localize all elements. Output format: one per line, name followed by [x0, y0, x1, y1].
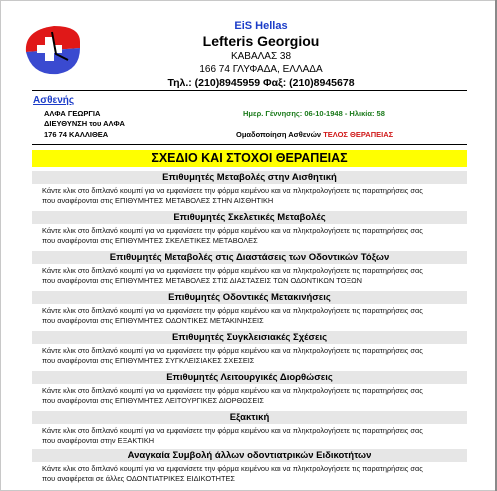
section-body[interactable]	[32, 462, 467, 484]
page-title: ΣΧΕΔΙΟ ΚΑΙ ΣΤΟΧΟΙ ΘΕΡΑΠΕΙΑΣ	[32, 150, 467, 167]
doctor-name: Lefteris Georgiou	[202, 33, 320, 49]
section-heading: Επιθυμητές Σκελετικές Μεταβολές	[32, 211, 467, 224]
section-body[interactable]	[32, 224, 467, 246]
section-text-line: Κάντε κλικ στο διπλανό κουμπί για να εμφανίσετε την φόρμα κειμένου και να πληκτρολογήσετε τις παρατηρήσεις σας	[42, 226, 423, 235]
patient-name: ΑΛΦΑ ΓΕΩΡΓΙΑ	[44, 109, 101, 118]
section-occlusal	[32, 331, 467, 366]
section-body[interactable]	[32, 384, 467, 406]
section-heading: Επιθυμητές Μεταβολές στις Διαστάσεις των Οδοντικών Τόξων	[32, 251, 467, 264]
section-aesthetics	[32, 171, 467, 206]
section-heading: Επιθυμητές Συγκλεισιακές Σχέσεις	[32, 331, 467, 344]
city-address: 166 74 ΓΛΥΦΑΔΑ, ΕΛΛΑΔΑ	[199, 64, 323, 75]
section-body[interactable]	[32, 424, 467, 446]
section-text-line: που αναφέρονται στην ΕΞΑΚΤΙΚΗ	[42, 436, 155, 445]
section-text-line: που αναφέρονται στις ΕΠΙΘΥΜΗΤΕΣ ΜΕΤΑΒΟΛΕΣ ΣΤΗΝ ΑΙΣΘΗΤΙΚΗ	[42, 196, 274, 205]
section-other-specialties	[32, 449, 467, 484]
section-text-line: που αναφέρονται στις ΕΠΙΘΥΜΗΤΕΣ ΟΔΟΝΤΙΚΕΣ ΜΕΤΑΚΙΝΗΣΕΙΣ	[42, 316, 264, 325]
section-text-line: που αναφέρονται στις ΕΠΙΘΥΜΗΤΕΣ ΜΕΤΑΒΟΛΕΣ ΣΤΙΣ ΔΙΑΣΤΑΣΕΙΣ ΤΩΝ ΟΔΟΝΤΙΚΩΝ ΤΟΞΩΝ	[42, 276, 362, 285]
section-text-line: Κάντε κλικ στο διπλανό κουμπί για να εμφανίσετε την φόρμα κειμένου και να πληκτρολογήσετε τις παρατηρήσεις σας	[42, 306, 423, 315]
section-extraction	[32, 411, 467, 446]
patient-group	[236, 130, 393, 139]
section-heading: Επιθυμητές Μεταβολές στην Αισθητική	[32, 171, 467, 184]
patient-city: 176 74 ΚΑΛΛΙΘΕΑ	[44, 130, 109, 139]
section-tooth-movements	[32, 291, 467, 326]
patient-link[interactable]: Ασθενής	[33, 95, 75, 106]
street-address: ΚΑΒΑΛΑΣ 38	[230, 51, 292, 62]
section-text-line: που αναφέρονται στις ΕΠΙΘΥΜΗΤΕΣ ΛΕΙΤΟΥΡΓΙΚΕΣ ΔΙΟΡΘΩΣΕΙΣ	[42, 396, 264, 405]
header-divider	[32, 90, 467, 91]
section-body[interactable]	[32, 304, 467, 326]
phone-fax: Τηλ.: (210)8945959 Φαξ: (210)8945678	[167, 77, 355, 89]
section-text-line: που αναφέρεται σε άλλες ΟΔΟΝΤΙΑΤΡΙΚΕΣ ΕΙΔΙΚΟΤΗΤΕΣ	[42, 474, 235, 483]
section-text-line: που αναφέρονται στις ΕΠΙΘΥΜΗΤΕΣ ΣΥΓΚΛΕΙΣΙΑΚΕΣ ΣΧΕΣΕΙΣ	[42, 356, 255, 365]
section-body[interactable]	[32, 184, 467, 206]
patient-address: ΔΙΕΥΘΥΝΣΗ του ΑΛΦΑ	[44, 119, 125, 128]
section-text-line: που αναφέρονται στις ΕΠΙΘΥΜΗΤΕΣ ΣΚΕΛΕΤΙΚΕΣ ΜΕΤΑΒΟΛΕΣ	[42, 236, 258, 245]
section-text-line: Κάντε κλικ στο διπλανό κουμπί για να εμφανίσετε την φόρμα κειμένου και να πληκτρολογήσετε τις παρατηρήσεις σας	[42, 386, 423, 395]
section-skeletal	[32, 211, 467, 246]
section-arch-dimensions	[32, 251, 467, 286]
patient-divider	[32, 144, 467, 145]
group-value: ΤΕΛΟΣ ΘΕΡΑΠΕΙΑΣ	[323, 130, 394, 139]
birth-date-age: Ημερ. Γέννησης: 06-10-1948 - Ηλικία: 58	[243, 109, 385, 118]
section-body[interactable]	[32, 264, 467, 286]
section-text-line: Κάντε κλικ στο διπλανό κουμπί για να εμφανίσετε την φόρμα κειμένου και να πληκτρολογήσετε τις παρατηρήσεις σας	[42, 186, 423, 195]
section-text-line: Κάντε κλικ στο διπλανό κουμπί για να εμφανίσετε την φόρμα κειμένου και να πληκτρολογήσετε τις παρατηρήσεις σας	[42, 426, 423, 435]
section-text-line: Κάντε κλικ στο διπλανό κουμπί για να εμφανίσετε την φόρμα κειμένου και να πληκτρολογήσετε τις παρατηρήσεις σας	[42, 464, 423, 473]
section-heading: Επιθυμητές Οδοντικές Μετακινήσεις	[32, 291, 467, 304]
section-heading: Επιθυμητές Λειτουργικές Διορθώσεις	[32, 371, 467, 384]
section-body[interactable]	[32, 344, 467, 366]
org-name: EiS Hellas	[234, 20, 288, 32]
section-text-line: Κάντε κλικ στο διπλανό κουμπί για να εμφανίσετε την φόρμα κειμένου και να πληκτρολογήσετε τις παρατηρήσεις σας	[42, 266, 423, 275]
section-heading: Αναγκαία Συμβολή άλλων οδοντιατρικών Ειδικοτήτων	[32, 449, 467, 462]
section-text-line: Κάντε κλικ στο διπλανό κουμπί για να εμφανίσετε την φόρμα κειμένου και να πληκτρολογήσετε τις παρατηρήσεις σας	[42, 346, 423, 355]
group-label: Ομαδοποίηση Ασθενών	[236, 130, 322, 139]
clinic-logo-icon	[22, 22, 84, 78]
letterhead	[120, 19, 402, 90]
section-heading: Εξακτική	[32, 411, 467, 424]
section-functional	[32, 371, 467, 406]
